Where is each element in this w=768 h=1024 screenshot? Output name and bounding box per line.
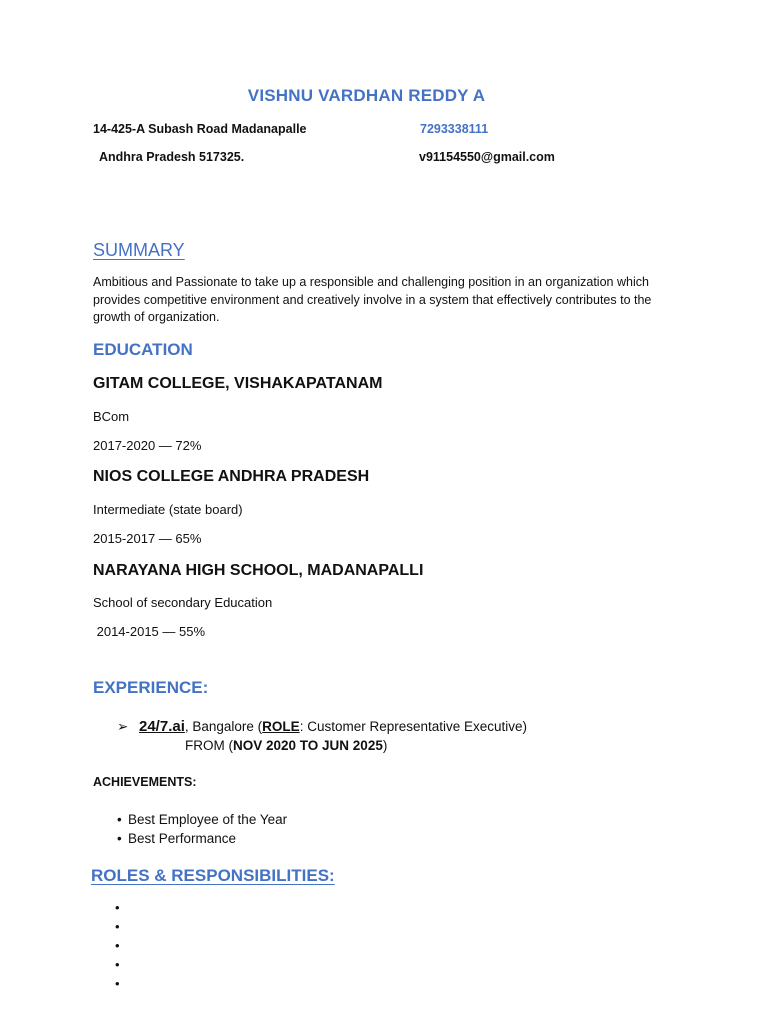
education-degree: BCom (93, 409, 130, 424)
experience-entry (117, 718, 527, 735)
experience-dates (185, 738, 387, 753)
achievement-text: Best Performance (128, 831, 237, 846)
arrow-bullet-icon: ➢ (117, 719, 129, 734)
empty-bullet-icon: • (115, 957, 120, 972)
experience-heading: EXPERIENCE: (93, 678, 209, 697)
roles-list (115, 898, 120, 993)
education-degree: School of secondary Education (93, 595, 273, 610)
email-address: v91154550@gmail.com (419, 150, 555, 164)
education-school: NARAYANA HIGH SCHOOL, MADANAPALLI (93, 562, 424, 579)
empty-bullet-icon: • (115, 900, 120, 915)
education-years: 2014-2015 — 55% (93, 624, 206, 639)
roles-heading: ROLES & RESPONSIBILITIES: (91, 866, 335, 885)
empty-bullet-icon: • (115, 919, 120, 934)
empty-bullet-icon: • (115, 938, 120, 953)
education-degree: Intermediate (state board) (93, 502, 243, 517)
empty-bullet-icon: • (115, 976, 120, 991)
company-location: , Bangalore ( (184, 719, 263, 734)
achievements-list (117, 810, 287, 848)
education-years: 2015-2017 — 65% (93, 531, 202, 546)
summary-text: Ambitious and Passionate to take up a responsible and challenging position in an organization which provides competitive environment and creatively involve in a system that effectively contributes to the growth of organization. (93, 275, 652, 324)
education-school: NIOS COLLEGE ANDHRA PRADESH (93, 468, 370, 485)
role-label: ROLE (262, 719, 300, 734)
list-item (117, 810, 287, 829)
list-item (117, 829, 287, 848)
company-name: 24/7.ai (139, 718, 185, 735)
achievement-text: Best Employee of the Year (128, 812, 288, 827)
from-suffix: ) (382, 738, 388, 753)
summary-heading: SUMMARY (93, 240, 185, 260)
address-line-2: Andhra Pradesh 517325. (99, 150, 245, 164)
from-prefix: FROM ( (185, 738, 233, 753)
education-heading: EDUCATION (93, 340, 193, 359)
role-value: : Customer Representative Executive) (299, 719, 528, 734)
bullet-icon: • (117, 831, 122, 846)
bullet-icon: • (117, 812, 122, 827)
phone-number: 7293338111 (420, 122, 489, 136)
resume-name: VISHNU VARDHAN REDDY A (247, 86, 486, 105)
achievements-heading: ACHIEVEMENTS: (93, 775, 197, 789)
education-years: 2017-2020 — 72% (93, 438, 202, 453)
address-line-1: 14-425-A Subash Road Madanapalle (93, 122, 307, 136)
education-school: GITAM COLLEGE, VISHAKAPATANAM (93, 375, 383, 392)
from-dates: NOV 2020 TO JUN 2025 (233, 738, 383, 753)
